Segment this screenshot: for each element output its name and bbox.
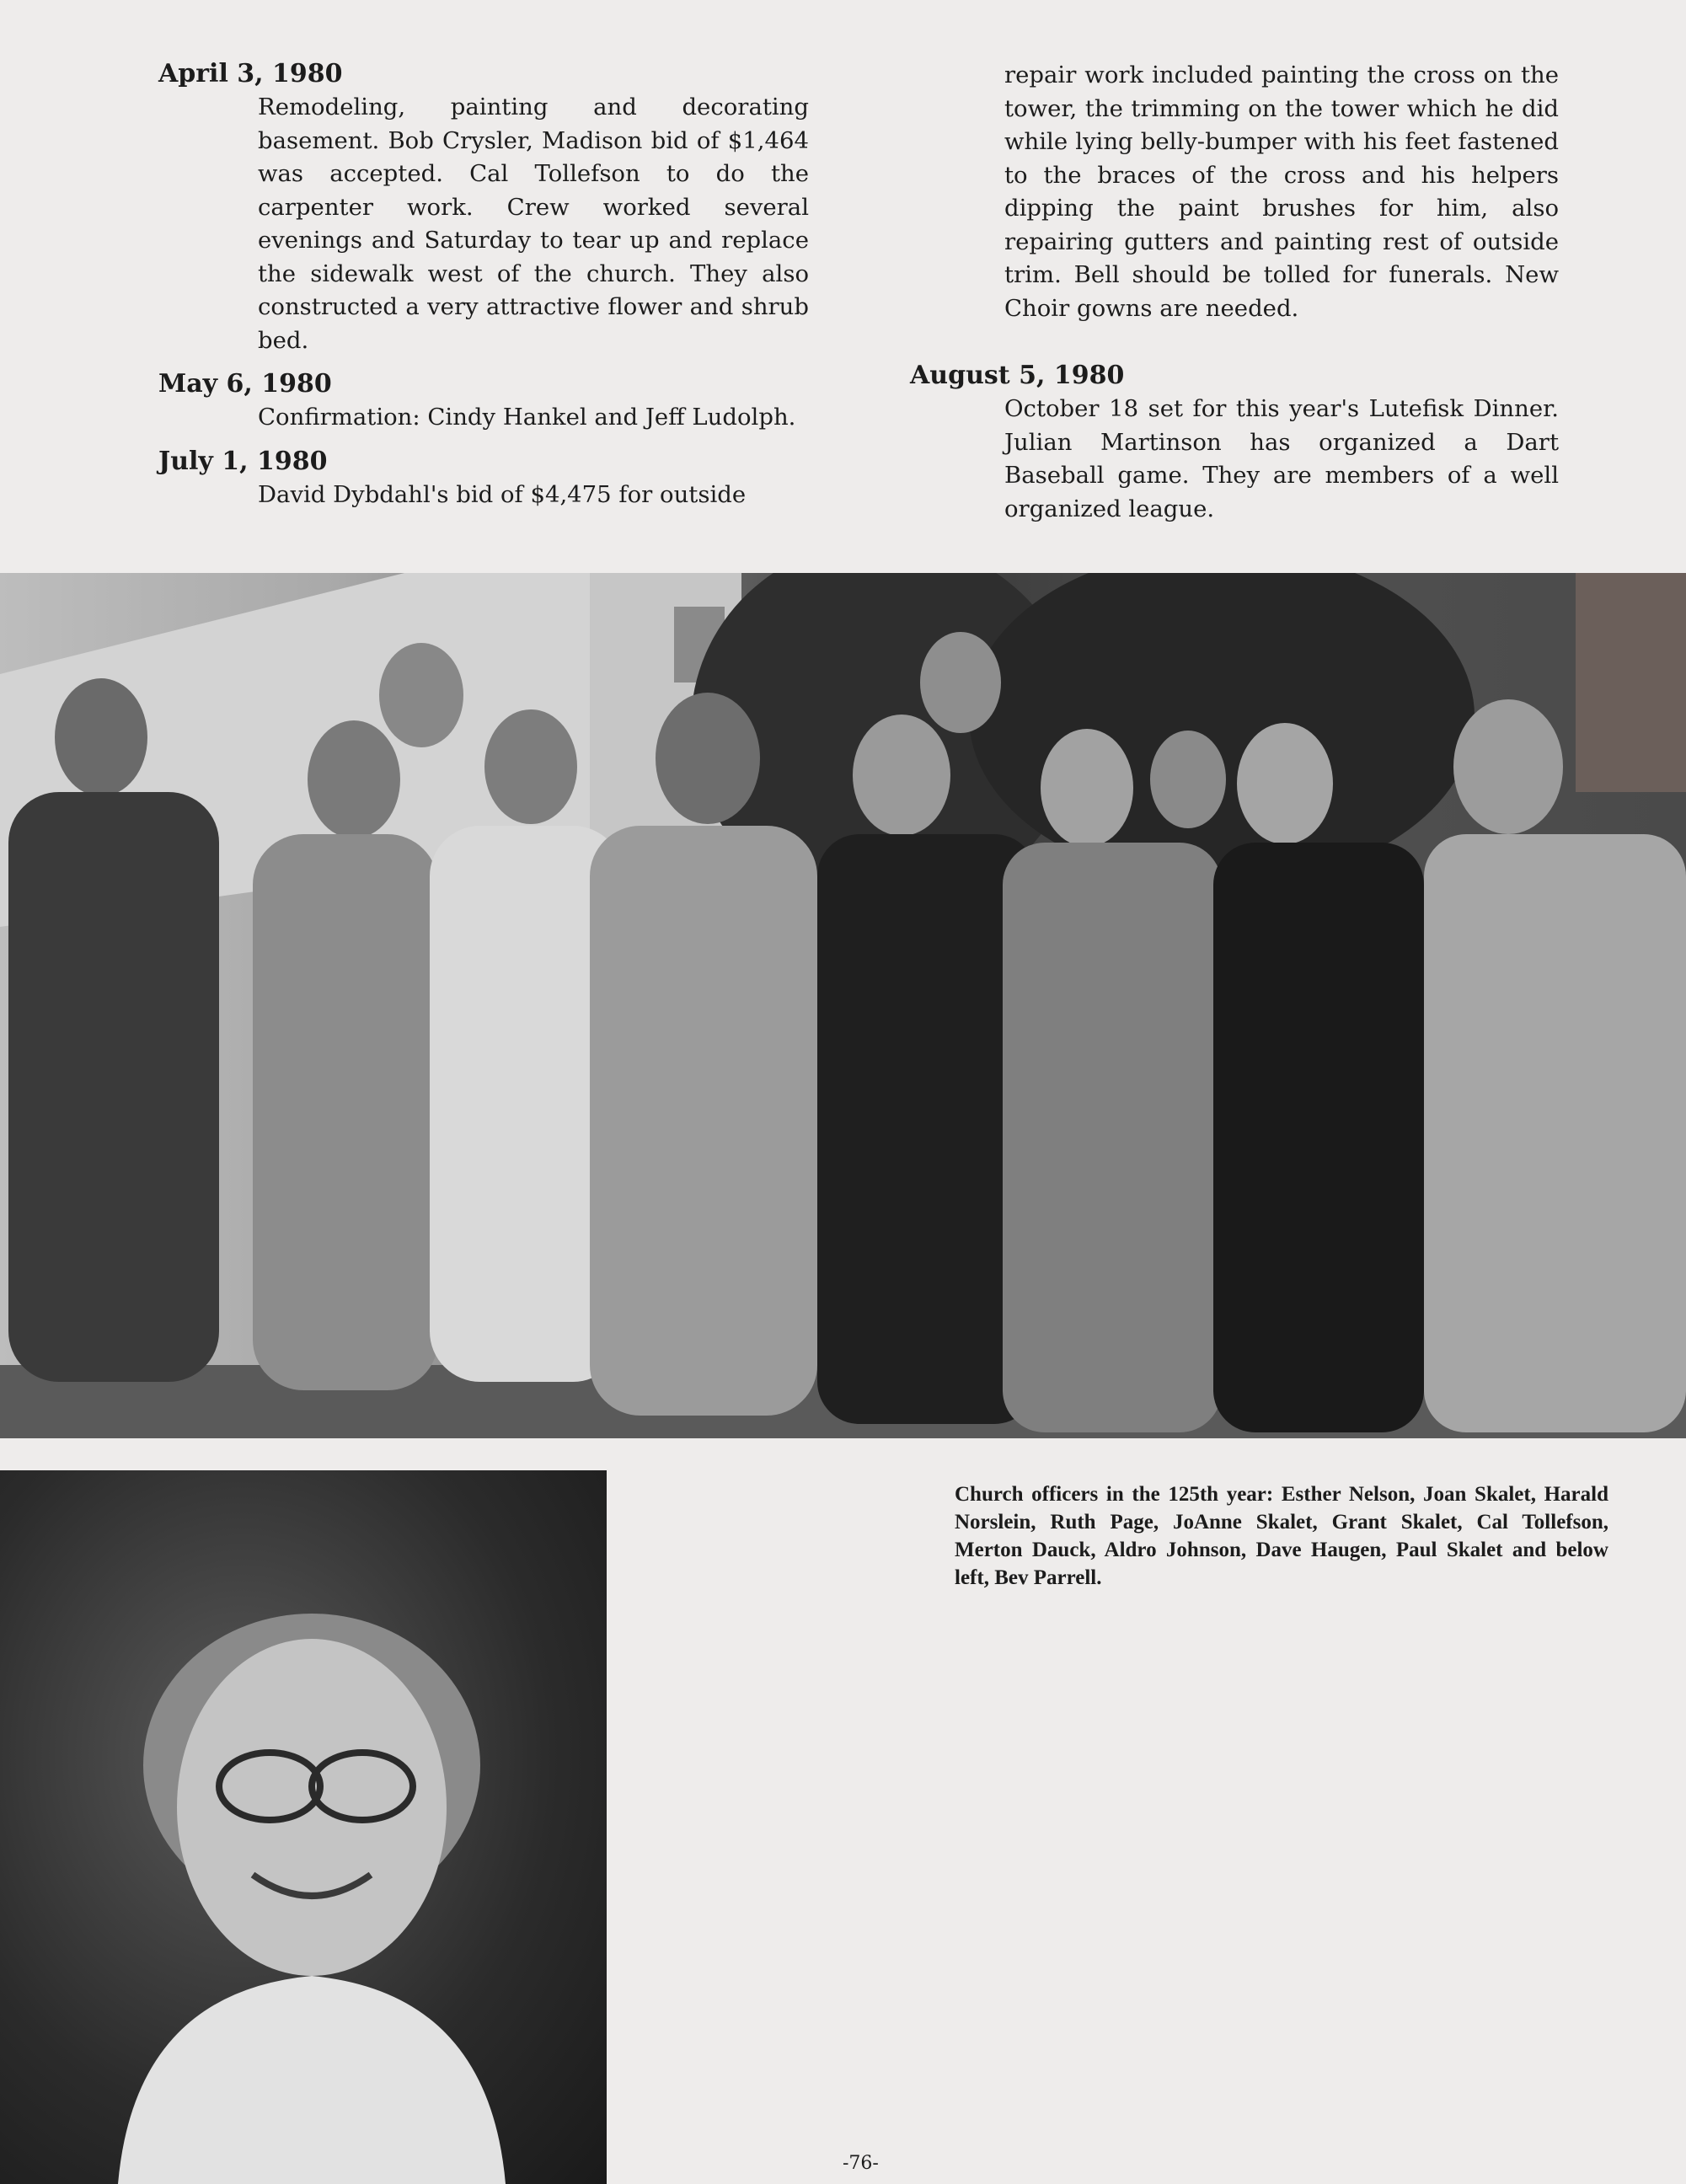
entry-august-5 — [910, 359, 1559, 526]
portrait-illustration — [0, 1470, 607, 2184]
left-column — [158, 57, 809, 522]
entry-text: October 18 set for this year's Lutefisk Dinner. Julian Martinson has organized a Dart Baseball game. They are members of a well organized league. — [1004, 395, 1559, 522]
entry-date: May 6, 1980 — [158, 369, 332, 399]
page-number: -76- — [843, 2153, 879, 2174]
entry-text: Confirmation: Cindy Hankel and Jeff Ludolph. — [258, 404, 796, 431]
entry-date: July 1, 1980 — [158, 446, 328, 476]
continued-text: repair work included painting the cross on the tower, the trimming on the tower which he did while lying belly-bumper with his feet fastened to the braces of the cross and his helpers dipping the paint brushes for him, also repairing gutters and painting rest of outside trim. Bell should be tolled for funerals. New Choir gowns are needed. — [1004, 62, 1559, 322]
entry-text: Remodeling, painting and decorating basement. Bob Crysler, Madison bid of $1,464 was accepted. Cal Tollefson to do the carpenter work. Crew worked several evenings and Saturday to tear up and replace the sidewalk west of the church. They also constructed a very attractive flower and shrub bed. — [258, 94, 809, 354]
right-column — [910, 59, 1559, 536]
group-photo-illustration — [0, 573, 1686, 1438]
entry-text: David Dybdahl's bid of $4,475 for outside — [258, 480, 747, 508]
entry-april-3 — [158, 57, 809, 357]
entry-july-1 — [158, 445, 809, 512]
photo-caption: Church officers in the 125th year: Esther Nelson, Joan Skalet, Harald Norslein, Ruth Page, JoAnne Skalet, Grant Skalet, Cal Tollefson, Merton Dauck, Aldro Johnson, Dave Haugen, Paul Skalet and below left, Bev Parrell. — [955, 1483, 1608, 1589]
entry-date: August 5, 1980 — [910, 361, 1125, 390]
entry-date: April 3, 1980 — [158, 59, 343, 88]
portrait-photo — [0, 1470, 607, 2184]
group-photo — [0, 573, 1686, 1438]
entry-may-6 — [158, 367, 809, 435]
